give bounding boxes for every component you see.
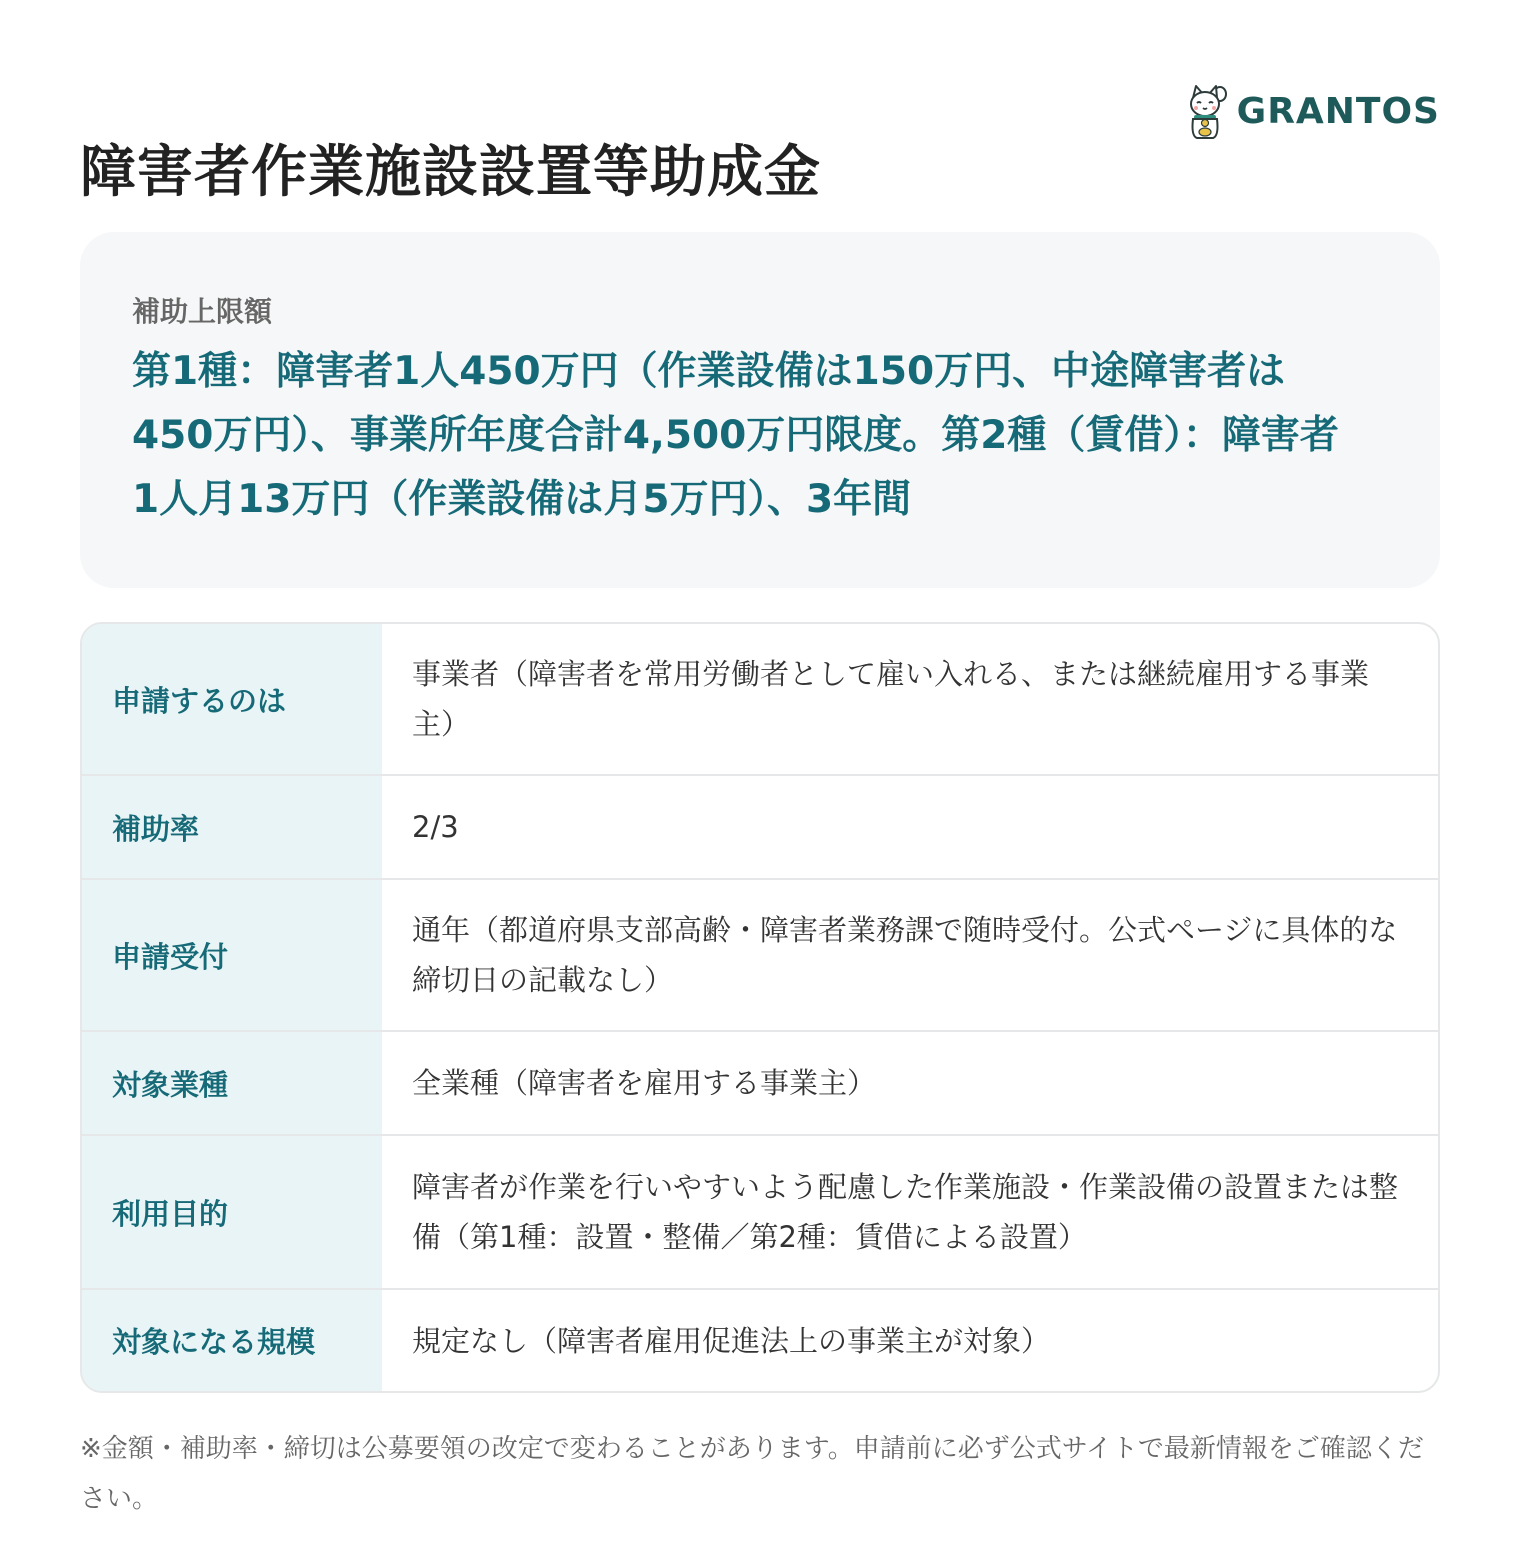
row-value: 規定なし（障害者雇用促進法上の事業主が対象） — [412, 1323, 1051, 1358]
row-value: 2/3 — [412, 810, 459, 844]
row-value: 全業種（障害者を雇用する事業主） — [412, 1066, 877, 1100]
row-label: 補助率 — [82, 776, 382, 878]
info-table — [80, 622, 1440, 1393]
row-label: 申請受付 — [82, 880, 382, 1030]
row-value: 通年（都道府県支部高齢・障害者業務課で随時受付。公式ページに具体的な締切日の記載なし） — [412, 913, 1398, 997]
row-value: 事業者（障害者を常用労働者として雇い入れる、または継続雇用する事業主） — [412, 657, 1370, 741]
row-label: 利用目的 — [82, 1136, 382, 1288]
table-row-industry — [82, 1030, 1438, 1134]
row-label: 申請するのは — [82, 624, 382, 774]
subsidy-limit-value: 第1種：障害者1人450万円（作業設備は150万円、中途障害者は450万円）、事業所年度合計4,500万円限度。第2種（賃借）：障害者1人月13万円（作業設備は月5万円）、3年間 — [132, 349, 1339, 522]
table-row-applicant — [82, 624, 1438, 774]
table-row-purpose — [82, 1134, 1438, 1288]
footnote: ※金額・補助率・締切は公募要領の改定で変わることがあります。申請前に必ず公式サイトで最新情報をご確認ください。 — [80, 1434, 1424, 1514]
page-title: 障害者作業施設設置等助成金 — [80, 140, 821, 205]
lucky-cat-icon — [1185, 82, 1229, 140]
brand-name: GRANTOS — [1236, 90, 1440, 132]
brand-logo — [1185, 82, 1440, 140]
table-row-scale — [82, 1288, 1438, 1391]
row-label: 対象になる規模 — [82, 1290, 382, 1391]
row-label: 対象業種 — [82, 1032, 382, 1134]
subsidy-limit-label: 補助上限額 — [132, 295, 273, 328]
row-value: 障害者が作業を行いやすいよう配慮した作業施設・作業設備の設置または整備（第1種：設置・整備／第2種：賃借による設置） — [412, 1170, 1399, 1254]
table-row-application-period — [82, 878, 1438, 1030]
table-row-subsidy-rate — [82, 774, 1438, 878]
subsidy-limit-card — [80, 232, 1440, 588]
